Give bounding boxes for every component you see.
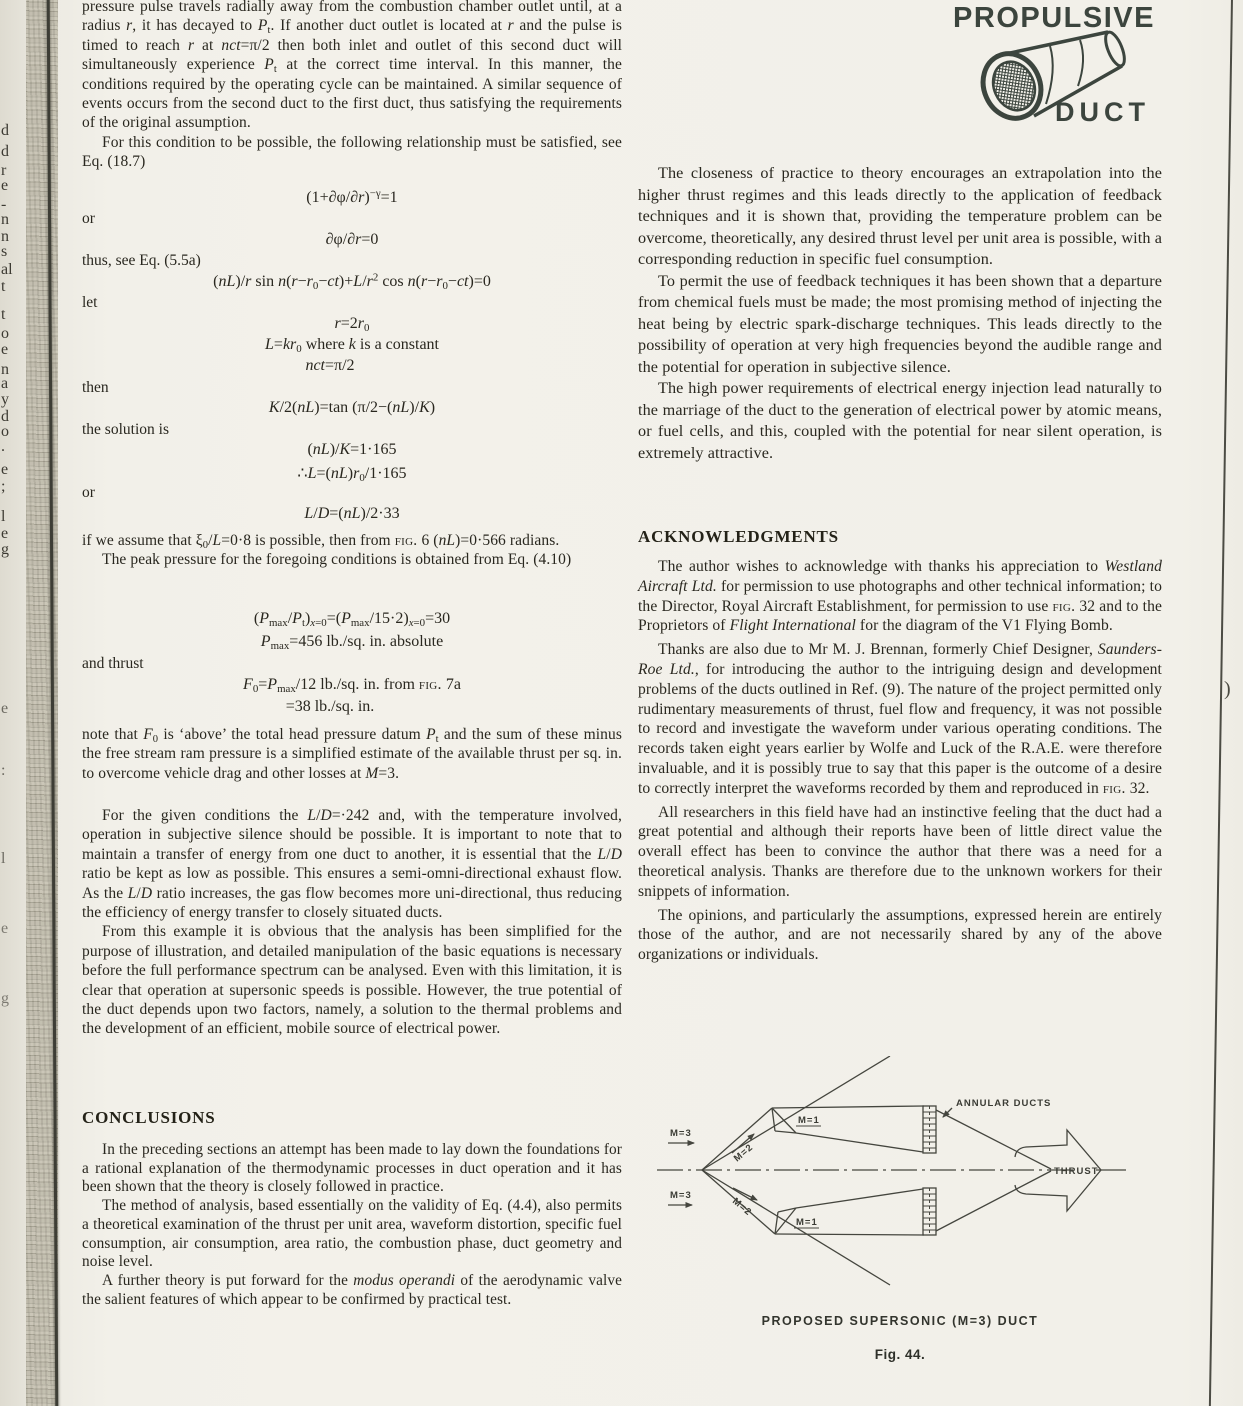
equation-label: the solution is <box>82 420 169 438</box>
paragraph-group-feedback <box>638 163 1162 464</box>
edge-letter: n <box>1 361 9 378</box>
edge-letter: o <box>1 423 9 440</box>
equation-block-2 <box>82 610 622 721</box>
edge-letter: d <box>1 143 9 160</box>
edge-letter: l <box>1 508 6 525</box>
edge-letter: r <box>1 162 7 179</box>
edge-letter: l <box>1 850 6 867</box>
equation: (nL)/K=1·165 <box>307 441 397 459</box>
equation-label: then <box>82 378 109 396</box>
label-annular-ducts: ANNULAR DUCTS <box>956 1098 1052 1109</box>
paragraph: All researchers in this field have had an instinctive feeling that the duct had a great potential and although their reports have been of little direct value the overall effect has been to convince the author that there was a need for a theoretical analysis. Thanks are therefore due to the unknown workers for their snippets of information. <box>638 803 1162 900</box>
equation-label: thus, see Eq. (5.5a) <box>82 252 201 270</box>
edge-letter: a <box>1 375 9 392</box>
equation: $(P_{max}/P_t)_{x=0}=(P_{max}/15\cdot 2)_{x=0}=30$ <box>253 610 451 630</box>
equation-label: let <box>82 294 98 312</box>
paragraph: For this condition to be possible, the following relationship must be satisfied, see Eq. (18.7) <box>82 133 622 171</box>
paragraph: The high power requirements of electrical energy injection lead naturally to the marriage of the duct to the generation of electrical power by atomic means, or fuel cells, and this, coupled with the potential for near silent operation, is extremely attractive. <box>638 379 1162 462</box>
label-m3-lower: M=3 <box>670 1190 692 1201</box>
edge-letter: : <box>1 762 6 779</box>
left-column <box>82 0 622 1406</box>
figure-number: Fig. 44. <box>874 1347 926 1362</box>
edge-letter: d <box>1 408 9 425</box>
logo-text-propulsive: PROPULSIVE <box>953 2 1155 34</box>
paragraph: The peak pressure for the foregoing conditions is obtained from Eq. (4.10) <box>102 551 572 569</box>
equation: =38 lb./sq. in. <box>285 698 375 716</box>
edge-letter: e <box>1 461 9 478</box>
edge-letter: n <box>1 228 9 245</box>
paragraph: A further theory is put forward for the modus operandi of the aerodynamic valve the salient features of which appear to be confirmed by practical test. <box>82 1271 622 1308</box>
edge-letter: y <box>1 391 9 408</box>
equation-label: or <box>82 484 95 502</box>
conclusions-heading: CONCLUSIONS <box>82 1108 216 1127</box>
equation: nct=π/2 <box>305 357 355 375</box>
edge-letter: t <box>1 306 6 323</box>
label-m3-upper: M=3 <box>670 1128 692 1139</box>
figure-44 <box>632 1056 1198 1306</box>
edge-letter: e <box>1 700 9 717</box>
label-m1-upper: M=1 <box>798 1115 820 1126</box>
edge-letter: g <box>1 990 9 1007</box>
paragraph: In the preceding sections an attempt has been made to lay down the foundations for a rational explanation of the thermodynamic processes in duct operation and it has been shown that the theory is closely followed in practice. <box>82 1141 622 1196</box>
paragraph: The opinions, and particularly the assumptions, expressed herein are entirely those of the author, and are not necessarily shared by any of the above organizations or individuals. <box>638 906 1162 964</box>
edge-letter: d <box>1 122 9 139</box>
edge-mark: ) <box>1224 678 1231 700</box>
label-m2-lower: M=2 <box>730 1195 754 1219</box>
diagram-labels <box>670 1098 1099 1228</box>
edge-letter: al <box>1 261 13 278</box>
edge-letter: g <box>1 541 9 558</box>
equation-label: and thrust <box>82 655 144 673</box>
conclusions-section <box>82 1108 622 1128</box>
paragraph-group-conclusions <box>82 1141 622 1309</box>
equation: ∂φ/∂r=0 <box>325 230 379 248</box>
paragraph-group-intro <box>82 0 622 172</box>
paragraph: From this example it is obvious that the analysis has been simplified for the purpose of illustration, and detailed manipulation of the basic equations is necessary before the full performance spectrum can be analysed. Even with this limitation, it is clear that operation at supersonic speeds is possible. However, the true potential of the duct depends upon two factors, namely, a solution to the thermal problems and the development of an efficient, mobile source of electrical power. <box>82 923 622 1038</box>
equation: $\therefore L=(nL)r_0/1\cdot 165$ <box>297 464 407 484</box>
label-m2-upper: M=2 <box>731 1141 756 1165</box>
acknowledgments-section <box>638 527 1162 547</box>
paragraph: The author wishes to acknowledge with thanks his appreciation to Westland Aircraft Ltd. for permission to use photographs and other technical information; to the Director, Royal Aircraft Establishment, for permission to use fig. 32 and to the Proprietors of Flight International for the diagram of the V1 Flying Bomb. <box>638 558 1162 635</box>
paragraph: if we assume that $\xi_0/L=0\cdot 8$ is possible, then from fig. 6 (nL)=0·566 radians. <box>82 532 560 551</box>
equation: $r=2r_0$ <box>334 314 370 334</box>
logo-text-duct: DUCT <box>1055 97 1150 127</box>
label-thrust: THRUST <box>1054 1166 1099 1177</box>
equation-label: or <box>82 210 95 228</box>
paragraph: The closeness of practice to theory encourages an extrapolation into the higher thrust regimes and this leads directly to the application of feedback techniques and it is shown that, providing the temperature problem can be overcome, theoretically, any desired thrust level per unit area is possible, with a corresponding reduction in specific fuel consumption. <box>638 164 1162 268</box>
paragraph-group-note <box>82 725 622 783</box>
edge-letter: o <box>1 325 9 342</box>
label-underlines <box>794 1126 821 1228</box>
equation: $P_{max}=456$ lb./sq. in. absolute <box>260 632 444 652</box>
edge-letter: e <box>1 177 9 194</box>
supersonic-duct-diagram <box>632 1056 1198 1306</box>
equation: $L=kr_0$ where k is a constant <box>265 336 439 356</box>
figure-caption: PROPOSED SUPERSONIC (M=3) DUCT <box>761 1314 1039 1328</box>
paragraph-group-discussion <box>82 806 622 1039</box>
edge-letter: ; <box>1 478 6 495</box>
label-m1-lower: M=1 <box>796 1217 818 1228</box>
edge-letter: e <box>1 341 9 358</box>
page-edge-line <box>1209 0 1233 1406</box>
edge-letter: . <box>1 438 5 455</box>
edge-letter: - <box>1 196 7 213</box>
paragraph: pressure pulse travels radially away from the combustion chamber outlet until, at a radius r, it has decayed to $P_t$. If another duct outlet is located at r and the pulse is timed to reach r at nct=π/2 then both inlet and outlet of this second duct will simultaneously experience $P_t$ at the correct time interval. In this manner, the conditions required by the operating cycle can be maintained. A similar sequence of events occurs from the second duct to the first duct, thus satisfying the requirements of the original assumption. <box>82 0 623 132</box>
edge-letter: e <box>1 525 9 542</box>
equation: L/D=(nL)/2·33 <box>304 504 400 522</box>
equation: $F_0=P_{max}/12$ lb./sq. in. from fig. 7a <box>243 675 461 695</box>
equation: K/2(nL)=tan (π/2−(nL)/K) <box>268 399 436 417</box>
edge-letter: t <box>1 278 6 295</box>
paragraph: The method of analysis, based essentially on the validity of Eq. (4.4), also permits a theoretical examination of the thrust per unit area, waveform distortion, specific fuel consumption, air consumption, area ratio, the combustion phase, duct geometry and noise level. <box>82 1197 622 1271</box>
paragraph: For the given conditions the L/D=·242 and, with the temperature involved, operation in subjective silence should be possible. It is important to note that to maintain a transfer of energy from one duct to another, it is essential that the L/D ratio be kept as low as possible. This ensures a semi-omni-directional exhaust flow. As the L/D ratio increases, the gas flow becomes more uni-directional, thus reducing the efficiency of energy transfer to closely situated ducts. <box>82 807 622 922</box>
edge-letter: e <box>1 920 9 937</box>
equation: $(1+\partial\varphi/\partial r)^{-\gamma}=1$ <box>306 187 398 206</box>
equation: (nL)/r $\sin n(r-r_0-ct)+L/r^2$ $\cos n(r-r_0-ct)=0$ <box>213 271 491 292</box>
paragraph-group-assume <box>82 531 622 570</box>
edge-letter: s <box>1 243 8 260</box>
edge-letter: n <box>1 211 9 228</box>
paragraph: Thanks are also due to Mr M. J. Brennan, formerly Chief Designer, Saunders-Roe Ltd., for introducing the author to the intriguing design and development problems of the ducts outlined in Ref. (9). The nature of the project permitted only rudimentary measurements of thrust, fuel flow and frequency, it was not possible to record and investigate the waveform under various operating conditions. The records taken eight years earlier by Wolfe and Luck of the R.A.E. were therefore invaluable, and it is possibly true to say that this paper is the outcome of a desire to correctly interpret the waveforms recorded by them and reproduced in fig. 32. <box>638 641 1162 797</box>
paragraph: note that $F_0$ is ‘above’ the total head pressure datum $P_t$ and the sum of these minus the free stream ram pressure is a simplified estimate of the available thrust per sq. in. to overcome vehicle drag and other losses at M=3. <box>82 726 622 782</box>
acknowledgments-heading: ACKNOWLEDGMENTS <box>638 527 839 546</box>
paragraph: To permit the use of feedback techniques it has been shown that a departure from chemical fuels must be made; the most promising method of injecting the heat being by electric spark-discharge techniques. This leads directly to the possibility of operation at very high frequencies beyond the audible range and the potential for operation in subjective silence. <box>638 271 1162 376</box>
paragraph-group-acknowledgments <box>638 557 1162 965</box>
equation-block-1 <box>82 189 622 526</box>
